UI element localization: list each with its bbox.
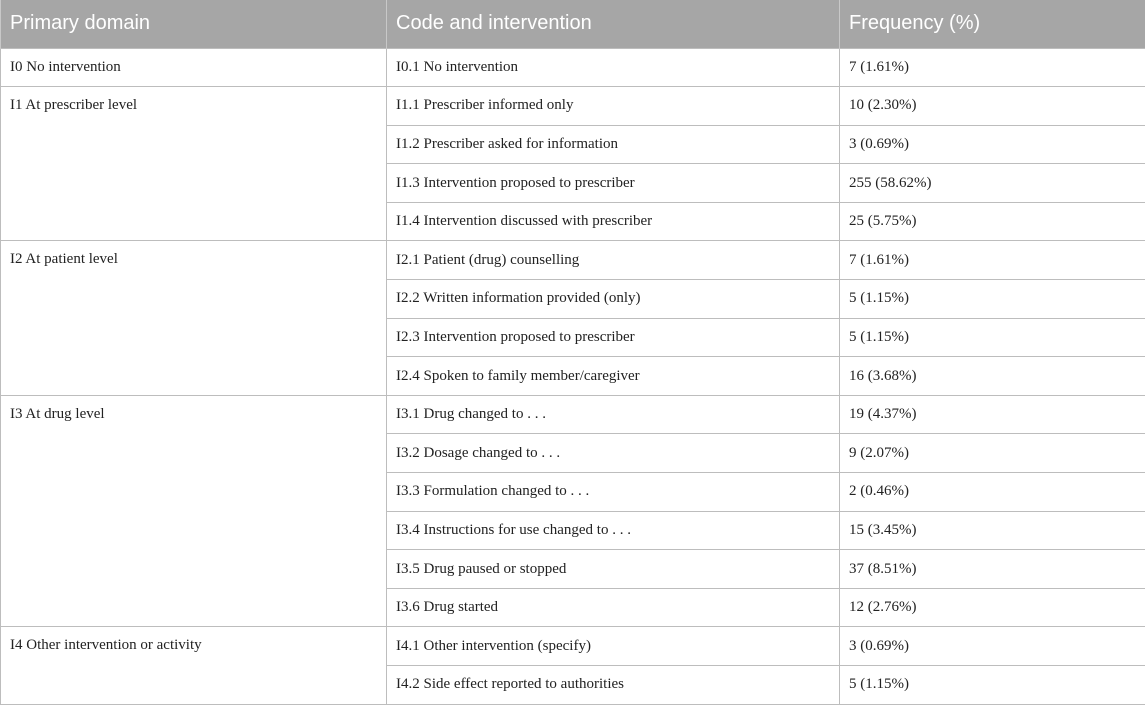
header-primary-domain: Primary domain [1,0,387,48]
intervention-cell: I2.3 Intervention proposed to prescriber [387,318,840,357]
table-row [1,241,1145,280]
intervention-cell: I3.6 Drug started [387,588,840,627]
intervention-cell: I3.1 Drug changed to . . . [387,395,840,434]
frequency-cell: 12 (2.76%) [840,588,1145,627]
primary-domain-cell: I3 At drug level [1,395,387,627]
frequency-cell: 16 (3.68%) [840,357,1145,396]
intervention-cell: I3.2 Dosage changed to . . . [387,434,840,473]
table-row [1,395,1145,434]
frequency-cell: 9 (2.07%) [840,434,1145,473]
header-code-intervention: Code and intervention [387,0,840,48]
primary-domain-cell: I2 At patient level [1,241,387,395]
primary-domain-cell: I1 At prescriber level [1,87,387,241]
intervention-cell: I2.1 Patient (drug) counselling [387,241,840,280]
frequency-cell: 25 (5.75%) [840,202,1145,241]
intervention-cell: I2.2 Written information provided (only) [387,280,840,319]
frequency-cell: 10 (2.30%) [840,87,1145,126]
frequency-cell: 7 (1.61%) [840,48,1145,87]
primary-domain-cell: I0 No intervention [1,48,387,87]
table-row [1,48,1145,87]
table-row [1,87,1145,126]
frequency-cell: 2 (0.46%) [840,473,1145,512]
table-row [1,627,1145,666]
frequency-cell: 5 (1.15%) [840,280,1145,319]
intervention-cell: I3.4 Instructions for use changed to . . . [387,511,840,550]
header-frequency: Frequency (%) [840,0,1145,48]
intervention-cell: I0.1 No intervention [387,48,840,87]
intervention-cell: I1.1 Prescriber informed only [387,87,840,126]
table-header [1,0,1145,48]
frequency-cell: 255 (58.62%) [840,164,1145,203]
intervention-cell: I1.4 Intervention discussed with prescriber [387,202,840,241]
intervention-cell: I3.5 Drug paused or stopped [387,550,840,589]
primary-domain-cell: I4 Other intervention or activity [1,627,387,704]
table-body [1,48,1145,704]
intervention-cell: I4.1 Other intervention (specify) [387,627,840,666]
header-row [1,0,1145,48]
frequency-cell: 15 (3.45%) [840,511,1145,550]
frequency-cell: 3 (0.69%) [840,627,1145,666]
frequency-cell: 7 (1.61%) [840,241,1145,280]
frequency-cell: 19 (4.37%) [840,395,1145,434]
intervention-cell: I1.3 Intervention proposed to prescriber [387,164,840,203]
intervention-cell: I3.3 Formulation changed to . . . [387,473,840,512]
intervention-cell: I4.2 Side effect reported to authorities [387,666,840,705]
frequency-cell: 37 (8.51%) [840,550,1145,589]
frequency-cell: 5 (1.15%) [840,318,1145,357]
intervention-cell: I1.2 Prescriber asked for information [387,125,840,164]
intervention-cell: I2.4 Spoken to family member/caregiver [387,357,840,396]
frequency-cell: 5 (1.15%) [840,666,1145,705]
frequency-cell: 3 (0.69%) [840,125,1145,164]
